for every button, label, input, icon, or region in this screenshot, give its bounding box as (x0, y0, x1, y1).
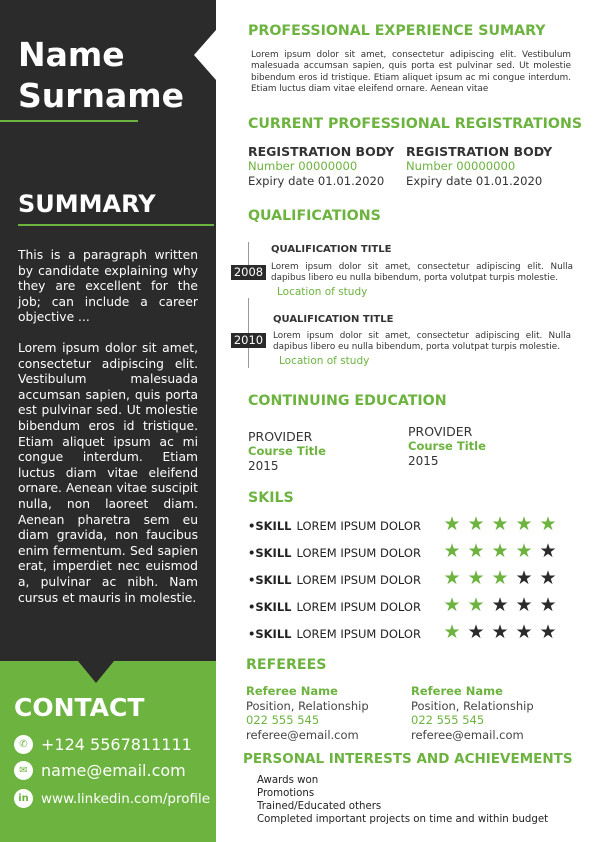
contact-notch (78, 661, 114, 683)
education-year: 2015 (248, 459, 279, 473)
star-empty-icon: ★ (539, 540, 557, 562)
star-filled-icon: ★ (467, 567, 485, 589)
interests-item: Trained/Educated others (257, 801, 382, 812)
education-item (408, 424, 486, 469)
education-provider: PROVIDER (408, 424, 473, 439)
experience-heading: PROFESSIONAL EXPERIENCE SUMARY (248, 23, 546, 39)
skill-name: LOREM IPSUM DOLOR (296, 600, 421, 614)
skill-rating (440, 623, 560, 642)
star-empty-icon: ★ (539, 594, 557, 616)
star-filled-icon: ★ (443, 540, 461, 562)
registration-item (248, 144, 394, 189)
referee-position: Position, Relationship (246, 698, 369, 713)
star-filled-icon: ★ (467, 594, 485, 616)
referee-position: Position, Relationship (411, 698, 534, 713)
qualification-location: Location of study (277, 286, 368, 298)
skill-rating (440, 596, 560, 615)
experience-text: Lorem ipsum dolor sit amet, consectetur adipiscing elit. Vestibulum malesuada accumsan sapien, quis porta est pulvinar sed. Ut molestie bibendum eros id tristique. Etiam aliquet ipsum ac mi congue interdum. Etiam luctus diam vitae eleifend ornare. Aenean vitae (251, 50, 571, 95)
contact-phone[interactable]: +124 5567811111 (41, 735, 192, 754)
summary-heading: SUMMARY (18, 190, 156, 218)
registrations-heading: CURRENT PROFESSIONAL REGISTRATIONS (248, 116, 583, 132)
qualification-year: 2008 (231, 265, 266, 280)
skill-row (248, 519, 421, 533)
skill-name: LOREM IPSUM DOLOR (296, 627, 421, 641)
candidate-name (18, 34, 184, 116)
qualification-location: Location of study (279, 355, 370, 367)
education-course: Course Title (408, 439, 486, 453)
skill-row (248, 573, 421, 587)
star-empty-icon: ★ (515, 567, 533, 589)
star-filled-icon: ★ (515, 513, 533, 535)
star-filled-icon: ★ (491, 540, 509, 562)
qualification-year: 2010 (231, 333, 266, 348)
star-filled-icon: ★ (467, 513, 485, 535)
star-filled-icon: ★ (539, 513, 557, 535)
skill-label: •SKILL (248, 573, 292, 587)
sidebar-notch (194, 30, 216, 80)
skill-rating (440, 515, 560, 534)
star-filled-icon: ★ (515, 540, 533, 562)
referee-name: Referee Name (246, 684, 338, 698)
contact-email-row (14, 761, 186, 780)
summary-intro: This is a paragraph written by candidate explaining why they are excellent for the job; can include a career objective ... (18, 248, 198, 325)
registration-item (406, 144, 552, 189)
star-filled-icon: ★ (443, 567, 461, 589)
skill-name: LOREM IPSUM DOLOR (296, 519, 421, 533)
referee-phone: 022 555 545 (246, 713, 320, 727)
interests-heading: PERSONAL INTERESTS AND ACHIEVEMENTS (243, 751, 573, 767)
qualification-title: QUALIFICATION TITLE (271, 244, 392, 255)
referee-phone: 022 555 545 (411, 713, 485, 727)
qualification-text: Lorem ipsum dolor sit amet, consectetur adipiscing elit. Nulla dapibus libero eu nulla bibendum, porta volutpat turpis molestie. (273, 331, 571, 353)
registration-number: Number 00000000 (406, 159, 516, 173)
registration-body: REGISTRATION BODY (406, 144, 553, 159)
education-year: 2015 (408, 454, 439, 468)
referee-email[interactable]: referee@email.com (246, 727, 359, 742)
referees-heading: REFEREES (246, 657, 327, 673)
skill-rating (440, 542, 560, 561)
star-filled-icon: ★ (443, 513, 461, 535)
qualification-title: QUALIFICATION TITLE (273, 314, 394, 325)
referee-email[interactable]: referee@email.com (411, 727, 524, 742)
referee-item (246, 684, 369, 742)
star-empty-icon: ★ (515, 621, 533, 643)
star-filled-icon: ★ (443, 621, 461, 643)
star-filled-icon: ★ (491, 513, 509, 535)
qualifications-heading: QUALIFICATIONS (248, 208, 381, 224)
skill-row (248, 600, 421, 614)
star-filled-icon: ★ (491, 567, 509, 589)
education-item (248, 429, 326, 474)
contact-email[interactable]: name@email.com (41, 761, 186, 780)
registration-expiry: Expiry date 01.01.2020 (406, 174, 543, 188)
registration-number: Number 00000000 (248, 159, 358, 173)
star-empty-icon: ★ (467, 621, 485, 643)
interests-item: Promotions (257, 788, 315, 799)
skill-label: •SKILL (248, 600, 292, 614)
qualification-text: Lorem ipsum dolor sit amet, consectetur adipiscing elit. Nulla dapibus libero eu nulla bibendum, porta volutpat turpis molestie. (271, 262, 573, 284)
mail-icon: ✉ (14, 761, 33, 780)
skill-rating (440, 569, 560, 588)
name-last: Surname (18, 76, 185, 115)
education-heading: CONTINUING EDUCATION (248, 393, 447, 409)
star-empty-icon: ★ (539, 567, 557, 589)
skill-label: •SKILL (248, 546, 292, 560)
registration-expiry: Expiry date 01.01.2020 (248, 174, 385, 188)
skill-label: •SKILL (248, 627, 292, 641)
star-filled-icon: ★ (467, 540, 485, 562)
name-divider (0, 120, 138, 122)
linkedin-icon: in (14, 789, 33, 808)
skills-heading: SKILS (248, 490, 294, 506)
star-empty-icon: ★ (515, 594, 533, 616)
star-empty-icon: ★ (491, 621, 509, 643)
education-course: Course Title (248, 444, 326, 458)
contact-heading: CONTACT (14, 693, 145, 722)
contact-linkedin-row (14, 789, 210, 808)
star-empty-icon: ★ (491, 594, 509, 616)
summary-divider (18, 224, 214, 226)
skill-name: LOREM IPSUM DOLOR (296, 546, 421, 560)
registration-body: REGISTRATION BODY (248, 144, 395, 159)
skill-label: •SKILL (248, 519, 292, 533)
name-first: Name (18, 35, 125, 74)
phone-icon: ✆ (14, 735, 33, 754)
referee-item (411, 684, 534, 742)
skill-row (248, 627, 421, 641)
education-provider: PROVIDER (248, 429, 313, 444)
interests-item: Completed important projects on time and within budget (257, 814, 549, 825)
star-empty-icon: ★ (539, 621, 557, 643)
referee-name: Referee Name (411, 684, 503, 698)
skill-name: LOREM IPSUM DOLOR (296, 573, 421, 587)
summary-body: Lorem ipsum dolor sit amet, consectetur adipiscing elit. Vestibulum malesuada accumsan sapien, quis porta est pulvinar sed. Ut molestie bibendum eros id tristique. Etiam aliquet ipsum ac mi congue interdum. Etiam luctus diam vitae eleifend ornare. Aenean vitae suscipit nulla, non laoreet diam. Aenean pharetra sem eu diam gravida, non faucibus enim fermentum. Sed sapien erat, imperdiet nec euismod a, pulvinar ac nibh. Nam cursus et mauris in molestie. (18, 341, 198, 605)
contact-phone-row (14, 735, 192, 754)
interests-item: Awards won (257, 775, 319, 786)
contact-linkedin[interactable]: www.linkedin.com/profile (41, 790, 211, 807)
skill-row (248, 546, 421, 560)
star-filled-icon: ★ (443, 594, 461, 616)
